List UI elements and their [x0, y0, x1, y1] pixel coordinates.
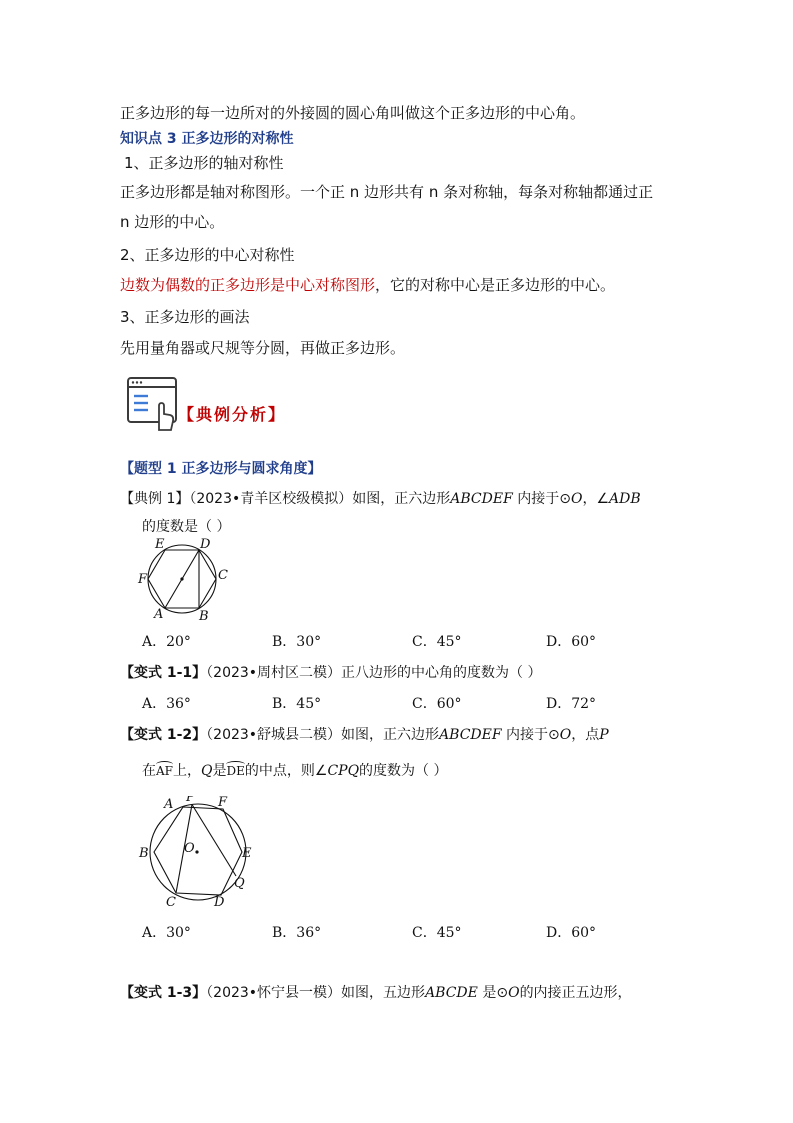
point-label-A: A: [154, 607, 164, 622]
variant-1-3-question: 【变式 1-3】（2023•怀宁县一模）如图，五边形ABCDE 是⊙O的内接正五边形，: [120, 985, 632, 1001]
section-1-text-line2: n 边形的中心。: [120, 213, 225, 231]
section-2-text: [120, 274, 615, 295]
variant-1-1-question: 【变式 1-1】（2023•周村区二模）正八边形的中心角的度数为（ ）: [120, 665, 542, 681]
point-label-C: C: [218, 568, 228, 583]
intro-line: 正多边形的每一边所对的外接圆的圆心角叫做这个正多边形的中心角。: [120, 104, 586, 122]
lesson-window-icon: [126, 376, 182, 432]
section-1-text-line1: 正多边形都是轴对称图形。一个正 n 边形共有 n 条对称轴，每条对称轴都通过正: [120, 183, 654, 201]
example-1-option-d[interactable]: D．60°: [546, 634, 597, 650]
variant-1-3-tag: 【变式 1-3】: [120, 985, 207, 1001]
example-1-option-a[interactable]: A．20°: [142, 634, 191, 650]
section-1-title: 1、正多边形的轴对称性: [124, 154, 284, 172]
variant-1-1-option-d[interactable]: D．72°: [546, 696, 597, 712]
variant-1-1-tag: 【变式 1-1】: [120, 665, 207, 681]
variant-1-1-option-b[interactable]: B．45°: [272, 696, 322, 712]
section-3-text: 先用量角器或尺规等分圆，再做正多边形。: [120, 339, 406, 357]
hexagon-figure-1: [132, 536, 232, 626]
variant-1-2-question-line1: 【变式 1-2】（2023•舒城县二模）如图，正六边形ABCDEF 内接于⊙O，点P: [120, 727, 609, 743]
arc-de: DE: [226, 764, 245, 778]
point-label-O: O: [184, 841, 195, 856]
point-label-B: B: [139, 846, 149, 861]
variant-1-2-option-c[interactable]: C．45°: [412, 925, 462, 941]
section-3-title: 3、正多边形的画法: [120, 308, 250, 326]
example-analysis-banner: 【典例分析】: [178, 405, 287, 424]
example-1-tag: 【典例 1】: [120, 491, 190, 507]
section-2-highlight: 边数为偶数的正多边形是中心对称图形: [120, 276, 376, 294]
type-1-title: 【题型 1 正多边形与圆求角度】: [120, 461, 322, 477]
knowledge-point-3-title: 知识点 3 正多边形的对称性: [120, 131, 294, 147]
point-label-P: P: [186, 796, 195, 805]
point-label-Q: Q: [234, 876, 245, 891]
variant-1-2-option-b[interactable]: B．36°: [272, 925, 322, 941]
point-label-C: C: [166, 895, 176, 910]
example-1-option-c[interactable]: C．45°: [412, 634, 462, 650]
point-label-F: F: [138, 572, 148, 587]
section-2-title: 2、正多边形的中心对称性: [120, 246, 295, 264]
example-1-question-line1: 【典例 1】（2023•青羊区校级模拟）如图，正六边形ABCDEF 内接于⊙O，∠ADB: [120, 491, 641, 507]
point-label-F: F: [218, 796, 228, 810]
variant-1-1-option-a[interactable]: A．36°: [142, 696, 191, 712]
variant-1-2-option-a[interactable]: A．30°: [142, 925, 191, 941]
variant-1-2-option-d[interactable]: D．60°: [546, 925, 597, 941]
point-label-D: D: [214, 895, 225, 910]
example-1-option-b[interactable]: B．30°: [272, 634, 322, 650]
example-1-question-line2: 的度数是（ ）: [142, 519, 231, 535]
variant-1-2-question-line2: 在AF上，Q是DE的中点，则∠CPQ的度数为（ ）: [142, 763, 448, 779]
point-label-A: A: [164, 797, 174, 812]
variant-1-2-tag: 【变式 1-2】: [120, 727, 207, 743]
point-label-E: E: [242, 846, 252, 861]
arc-af: AF: [156, 764, 173, 778]
hexagon-figure-2: [128, 796, 268, 916]
variant-1-1-option-c[interactable]: C．60°: [412, 696, 462, 712]
section-2-rest: ，它的对称中心是正多边形的中心。: [375, 276, 616, 294]
point-label-B: B: [199, 609, 209, 624]
point-label-E: E: [155, 537, 165, 552]
point-label-D: D: [200, 537, 211, 552]
